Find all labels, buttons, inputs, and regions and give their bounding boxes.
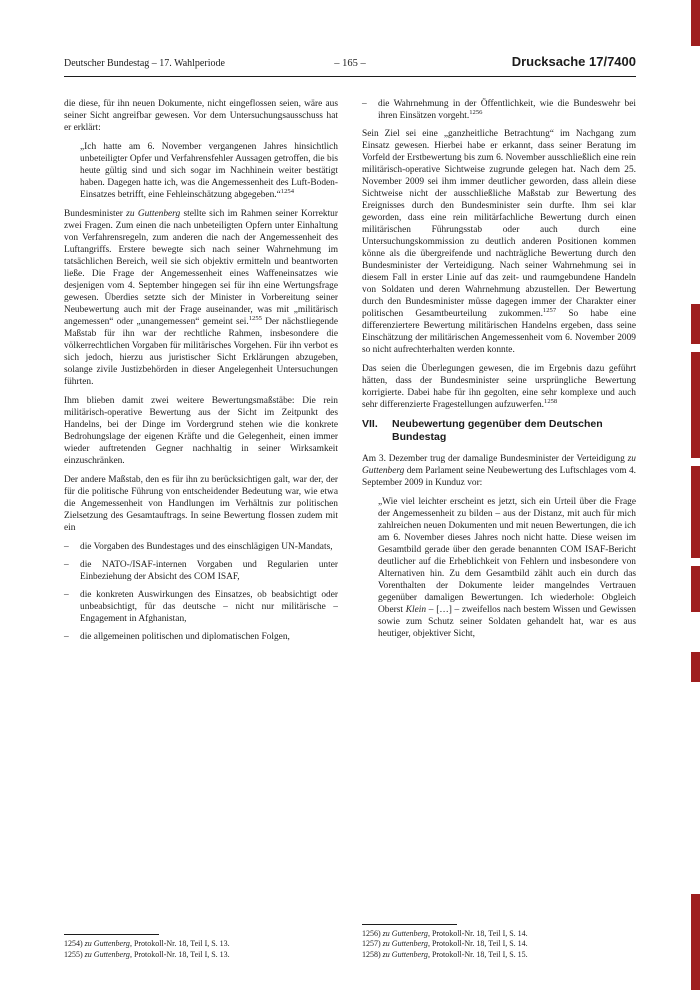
list-dash: – (362, 99, 367, 109)
scan-artifact-mark (691, 0, 700, 46)
footnote-rule (362, 924, 457, 925)
right-column-text (362, 98, 636, 647)
footnote-ref: 1255 (248, 314, 262, 322)
page-header (64, 54, 636, 69)
page-content (64, 98, 636, 960)
list-dash: – (64, 542, 69, 552)
blockquote: „Ich hatte am 6. November vergangenen Jahres hinsichtlich unbeteiligter Opfer und Verfahrensfehler Aussagen getroffen, die bis heute gültig sind und sich sogar im Nachhinein weiter bestätigt haben. Dagegen hatte ich, was die Angemessenheit des Luft-Boden-Einsatzes betrifft, eine Fehleinschätzung abgegeben.“$^{1254}$ (80, 142, 338, 200)
scan-artifact-mark (691, 304, 700, 344)
header-doc-number: Drucksache 17/7400 (511, 54, 636, 69)
footnote: 1255) zu Guttenberg, Protokoll-Nr. 18, Teil I, S. 13. (64, 949, 230, 959)
list-item-text: die konkreten Auswirkungen des Einsatzes, ob beabsichtigt oder unbeabsichtigt, für das deutsche – nicht nur militärische – Engagement in Afghanistan, (80, 590, 338, 624)
scan-artifact-mark (691, 466, 700, 558)
footnote-ref: 1254 (280, 187, 294, 195)
footnote: 1256) zu Guttenberg, Protokoll-Nr. 18, Teil I, S. 14. (362, 928, 528, 938)
scan-artifact-mark (691, 894, 700, 990)
list-item-text: die allgemeinen politischen und diplomatischen Folgen, (80, 632, 290, 642)
footnote-ref: 1257 (542, 306, 557, 314)
footnote-ref: 1258 (544, 397, 558, 405)
footnote: 1257) zu Guttenberg, Protokoll-Nr. 18, Teil I, S. 14. (362, 939, 528, 949)
list-item-text: die Vorgaben des Bundestages und des einschlägigen UN-Mandats, (80, 542, 333, 552)
section-heading (362, 418, 636, 444)
list-item (64, 541, 338, 553)
footnote-rule (64, 934, 159, 935)
footnote: 1258) zu Guttenberg, Protokoll-Nr. 18, Teil I, S. 15. (362, 949, 528, 959)
paragraph: Ihm blieben damit zwei weitere Bewertungsmaßstäbe: Die rein militärisch-operative Bewertung aus der Sicht im Zeitpunkt des Handelns, bei der Dinge im Vordergrund stehen wie die konkrete Bedrohungslage der eigenen Kräfte und die Gelegenheit, einen immer wieder auftretenden Gegner nachhaltig in seiner Wirksamkeit einzuschränken. (64, 396, 338, 466)
footnote-ref: 1256 (469, 108, 483, 116)
list-dash: – (64, 590, 69, 600)
left-footnotes (64, 932, 338, 960)
section-number: VII. (362, 418, 378, 430)
left-column-text (64, 98, 338, 649)
paragraph: Sein Ziel sei eine „ganzheitliche Betrachtung“ im Nachgang zum Einsatz gewesen. Hierbei habe er erkannt, dass seiner Beratung im Vorfeld der Erstbewertung bis zum 6. November ausschließlich eine rein militärisch-operative Sichtweise zugrunde gelegen hat. Nach dem 25. November 2009 sei ihm immer deutlicher geworden, dass allein diese Sichtweise nicht der ausschließliche Maßstab zur Bewertung des Ereignisses durch den Bundesminister sein durfte. Ihm sei klar geworden, dass eine rein militärfachliche Bewertung durch einen militärischen Führungsstab oder auch durch eine Untersuchungskommission zu deutlich anderen Positionen kommen könne als die übergreifende und nachträgliche Bewertung durch den Bundesminister der Verteidigung. Nach seiner Wahrnehmung sei in diesem Fall in erster Linie auf das zeit- und raumgebundene Handeln von Soldaten und deren Wahrnehmung abzustellen. Der Bewertung durch den Bundesminister müsse dagegen immer der Charakter einer politischen Gesamtbeurteilung zukommen.$^{1257}$ So habe eine differenziertere Bewertung militärischen Handelns ergeben, dass seine Einschätzung der militärischen Angemessenheit vom 6. November 2009 so nicht aufrechterhalten werden konnte. (362, 129, 636, 355)
list-item-text: die NATO-/ISAF-internen Vorgaben und Regularien unter Einbeziehung der Absicht des COM ISAF, (80, 560, 338, 582)
list-item-text: die Wahrnehmung in der Öffentlichkeit, wie die Bundeswehr bei ihren Einsätzen vorgeht.$^{1256}$ (378, 99, 636, 121)
footnote: 1254) zu Guttenberg, Protokoll-Nr. 18, Teil I, S. 13. (64, 939, 230, 949)
page-number: – 165 – (334, 58, 366, 69)
list-item (64, 631, 338, 643)
header-parliament-label: Deutscher Bundestag – 17. Wahlperiode (64, 58, 225, 69)
right-footnotes (362, 922, 636, 960)
column-left (64, 98, 338, 960)
list-dash: – (64, 560, 69, 570)
paragraph: Das seien die Überlegungen gewesen, die im Ergebnis dazu geführt hätten, dass der Bundesminister seine ursprüngliche Bewertung korrigierte. Dabei habe für ihn gegolten, eine sehr komplexe und auch sehr differenzierte Fragestellungen aufzuwerfen.$^{1258}$ (362, 364, 636, 410)
header-rule (64, 76, 636, 77)
list-item (64, 589, 338, 625)
paragraph: Der andere Maßstab, den es für ihn zu berücksichtigen galt, war der, der für die politische Führung von entscheidender Bedeutung war, wie etwa die Angemessenheit von Handlungen im Verhältnis zur politischen Zielsetzung des Gesamtauftrags. In seine Bewertung flossen zudem mit ein (64, 475, 338, 533)
paragraph: Bundesminister zu Guttenberg stellte sich im Rahmen seiner Korrektur zwei Fragen. Zum einen die nach unbeteiligten Opfern unter Einhaltung von Verfahrensregeln, zum anderen die nach der Angemessenheit des Luftangriffs. Erstere bewegte sich nach seiner Wahrnehmung im tatsächlichen Bereich, weil sie sich objektiv ermitteln und beantworten ließe. Die Frage der Angemessenheit eines Waffeneinsatzes wie desjenigen vom 4. September hingegen sei für ihn eine Wertungsfrage gewesen. Überdies setzte sich der Minister in Vorbereitung seiner Neubewertung auch mit der Frage auseinander, was mit „militärisch angemessen“ oder „unangemessen“ gemeint sei.$^{1255}$ Der nächstliegende Maßstab für ihn war der rechtliche Rahmen, insbesondere die völkerrechtlichen Vorgaben für militärisches Vorgehen. Für ihn verbot es sich jedoch, hierzu aus juristischer Sicht Erklärungen abzugeben, solange zivile Justizbehörden in dieser Angelegenheit Untersuchungen führten. (64, 209, 338, 387)
scan-artifact-mark (691, 652, 700, 682)
list-dash: – (64, 632, 69, 642)
section-title: Neubewertung gegenüber dem Deutschen Bundestag (392, 418, 603, 443)
blockquote: „Wie viel leichter erscheint es jetzt, sich ein Urteil über die Frage der Angemessenheit zu bilden – aus der Distanz, mit auch für mich zahlreichen neuen Dokumenten und mit neuen Bewertungen, die ich am 6. November dieses Jahres noch nicht hatte. Diese weisen im Gesamtbild gerade über den gerade benannten COM ISAF-Bericht deutlicher auf die Erheblichkeit von Fehlern und insbesondere von Alternativen hin. Zu dem Gesamtbild zählt auch ein durch das Vorenthalten der Dokumente leider mangelndes Vertrauen gegenüber damaligen Bewertungen. Ich wiederhole: Obgleich Oberst Klein – […] – zweifellos nach bestem Wissen und Gewissen sowie zum Schutz seiner Soldaten gehandelt hat, war es aus heutiger, objektiver Sicht, (378, 497, 636, 639)
list-item (362, 98, 636, 122)
paragraph: die diese, für ihn neuen Dokumente, nicht eingeflossen seien, wäre aus seiner Sicht angreifbar gewesen. Vor dem Untersuchungsausschuss hat er erklärt: (64, 99, 338, 133)
scan-artifact-mark (691, 566, 700, 612)
list-item (64, 559, 338, 583)
scan-artifact-mark (691, 352, 700, 458)
paragraph: Am 3. Dezember trug der damalige Bundesminister der Verteidigung zu Guttenberg dem Parlament seine Neubewertung des Luftschlages vom 4. September 2009 in Kunduz vor: (362, 454, 636, 488)
column-right (362, 98, 636, 960)
